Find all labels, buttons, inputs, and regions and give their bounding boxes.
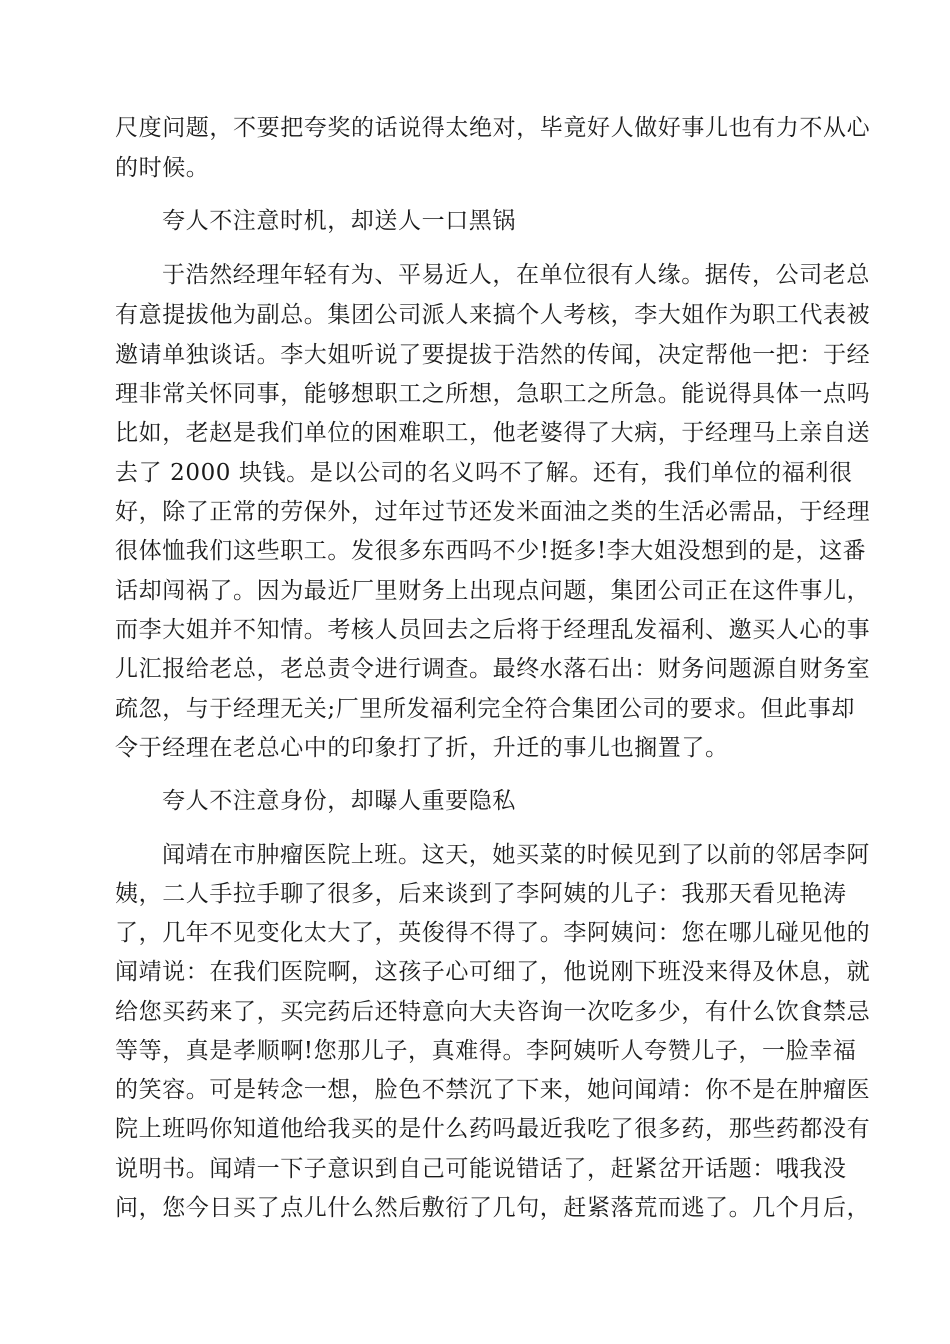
text-line: 的笑容。可是转念一想，脸色不禁沉了下来，她问闻靖：你不是在肿瘤医 bbox=[115, 1077, 871, 1103]
text-line: 而李大姐并不知情。考核人员回去之后将于经理乱发福利、邀买人心的事 bbox=[115, 617, 871, 643]
text-line: 院上班吗你知道他给我买的是什么药吗最近我吃了很多药，那些药都没有 bbox=[115, 1116, 871, 1142]
text-line: 好，除了正常的劳保外，过年过节还发米面油之类的生活必需品，于经理 bbox=[115, 499, 871, 525]
text-line: 理非常关怀同事，能够想职工之所想，急职工之所急。能说得具体一点吗 bbox=[115, 381, 871, 407]
text-line: 令于经理在老总心中的印象打了折，升迁的事儿也搁置了。 bbox=[115, 735, 729, 761]
text-line: 去了 2000 块钱。是以公司的名义吗不了解。还有，我们单位的福利很 bbox=[115, 460, 853, 486]
text-line: 邀请单独谈话。李大姐听说了要提拔于浩然的传闻，决定帮他一把：于经 bbox=[115, 342, 871, 368]
text-line: 比如，老赵是我们单位的困难职工，他老婆得了大病，于经理马上亲自送 bbox=[115, 420, 871, 446]
text-line: 姨，二人手拉手聊了很多，后来谈到了李阿姨的儿子：我那天看见艳涛 bbox=[115, 881, 847, 907]
text-line: 给您买药来了，买完药后还特意向大夫咨询一次吃多少，有什么饮食禁忌 bbox=[115, 999, 871, 1025]
text-line: 说明书。闻靖一下子意识到自己可能说错话了，赶紧岔开话题：哦我没 bbox=[115, 1156, 847, 1182]
text-line: 的时候。 bbox=[115, 155, 210, 181]
text-line: 等等，真是孝顺啊!您那儿子，真难得。李阿姨听人夸赞儿子，一脸幸福 bbox=[115, 1038, 857, 1064]
text-line: 疏忽，与于经理无关;厂里所发福利完全符合集团公司的要求。但此事却 bbox=[115, 696, 855, 722]
text-line: 于浩然经理年轻有为、平易近人，在单位很有人缘。据传，公司老总 bbox=[162, 262, 870, 288]
text-line: 有意提拔他为副总。集团公司派人来搞个人考核，李大姐作为职工代表被 bbox=[115, 302, 871, 328]
text-line: 闻靖在市肿瘤医院上班。这天，她买菜的时候见到了以前的邻居李阿 bbox=[162, 842, 870, 868]
text-line: 尺度问题，不要把夸奖的话说得太绝对，毕竟好人做好事儿也有力不从心 bbox=[115, 115, 871, 141]
text-line: 儿汇报给老总，老总责令进行调查。最终水落石出：财务问题源自财务室 bbox=[115, 656, 871, 682]
text-line: 问，您今日买了点儿什么然后敷衍了几句，赶紧落荒而逃了。几个月后， bbox=[115, 1195, 871, 1221]
section-heading: 夸人不注意时机，却送人一口黑锅 bbox=[162, 208, 516, 234]
text-line: 闻靖说：在我们医院啊，这孩子心可细了，他说刚下班没来得及休息，就 bbox=[115, 959, 871, 985]
text-line: 很体恤我们这些职工。发很多东西吗不少!挺多!李大姐没想到的是，这番 bbox=[115, 538, 867, 564]
text-line: 了，几年不见变化太大了，英俊得不得了。李阿姨问：您在哪儿碰见他的 bbox=[115, 920, 871, 946]
text-line: 话却闯祸了。因为最近厂里财务上出现点问题，集团公司正在这件事儿， bbox=[115, 578, 871, 604]
section-heading: 夸人不注意身份，却曝人重要隐私 bbox=[162, 788, 516, 814]
